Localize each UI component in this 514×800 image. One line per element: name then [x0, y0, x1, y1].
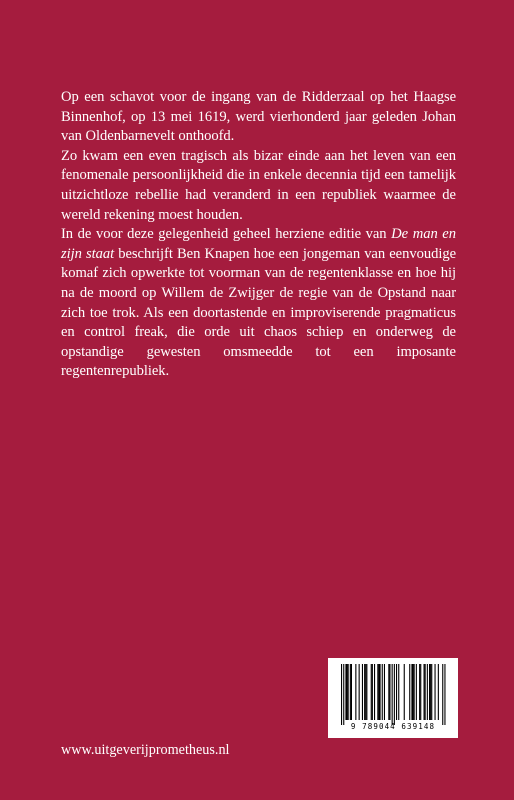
barcode-bar [380, 664, 381, 720]
barcode-bar [378, 664, 379, 720]
barcode-bar [398, 664, 399, 720]
barcode-bar [341, 664, 342, 725]
barcode-bar [419, 664, 420, 720]
barcode-bar [345, 664, 346, 720]
barcode-bar [392, 664, 393, 725]
blurb-paragraph-3 [61, 225, 456, 382]
barcode-bar [359, 664, 360, 720]
barcode-bar [355, 664, 356, 720]
barcode-bar [388, 664, 389, 720]
isbn-barcode [328, 658, 458, 738]
barcode-bar [424, 664, 425, 720]
barcode-bar [409, 664, 410, 720]
blurb-paragraph-1: Op een schavot voor de ingang van de Ridderzaal op het Haagse Binnenhof, op 13 mei 1619, werd vierhonderd jaar geleden Johan van Oldenbarnevelt onthoofd. [61, 89, 456, 145]
isbn-number: 9 789044 639148 [350, 722, 436, 731]
barcode-bar [425, 664, 426, 720]
barcode-bar [414, 664, 415, 720]
barcode-bar [420, 664, 421, 720]
barcode-bar [343, 664, 344, 725]
publisher-website: www.uitgeverijprometheus.nl [61, 742, 230, 758]
barcode-bar [394, 664, 395, 725]
barcode-bar [366, 664, 367, 720]
barcode-bar [365, 664, 366, 720]
barcode-bar [430, 664, 431, 720]
barcode-bar [435, 664, 436, 720]
barcode-bar [351, 664, 352, 720]
barcode-bar [444, 664, 445, 725]
barcode-bar [348, 664, 349, 720]
barcode-bar [371, 664, 372, 720]
barcode-bar [413, 664, 414, 720]
blurb-paragraph-2: Zo kwam een even tragisch als bizar einde aan het leven van een fenomenale persoonlijkheid die in enkele decennia tijd een tamelijk uitzichtloze rebellie had veranderd in een republiek waarmee de wereld rekening moest houden. [61, 147, 456, 223]
barcode-bar [350, 664, 351, 720]
book-title-italic: De man en zijn staat [61, 226, 456, 262]
barcode-bar [362, 664, 363, 720]
barcode-bar [374, 664, 375, 720]
barcode-bar [404, 664, 405, 720]
barcode-bar [364, 664, 365, 720]
barcode-bar [438, 664, 439, 720]
barcode-bar [429, 664, 430, 720]
barcode-bar [382, 664, 383, 720]
barcode-bar [411, 664, 412, 720]
barcode-bar [416, 664, 417, 720]
blurb-text [61, 88, 456, 382]
barcode-bar [377, 664, 378, 720]
blurb-paragraph-3-start: In de voor deze gelegenheid geheel herziene editie van [61, 226, 392, 243]
barcode-bar [384, 664, 385, 720]
barcode-bar [389, 664, 390, 720]
barcode-bar [372, 664, 373, 720]
barcode-bar [347, 664, 348, 720]
barcode-bar [431, 664, 432, 720]
barcode-bar [442, 664, 443, 725]
barcode-bar [396, 664, 397, 720]
barcode-bar [427, 664, 428, 720]
blurb-paragraph-3-end: beschrijft Ben Knapen hoe een jongeman van eenvoudige komaf zich opwerkte tot voorman van de regentenklasse en hoe hij na de moord op Willem de Zwijger de regie van de Opstand naar zich toe trok. Als een doortastende en improviserende pragmaticus en control freak, die orde uit chaos schiep en onderweg de opstandige gewesten omsmeedde tot een imposante regentenrepubliek. [61, 245, 456, 380]
